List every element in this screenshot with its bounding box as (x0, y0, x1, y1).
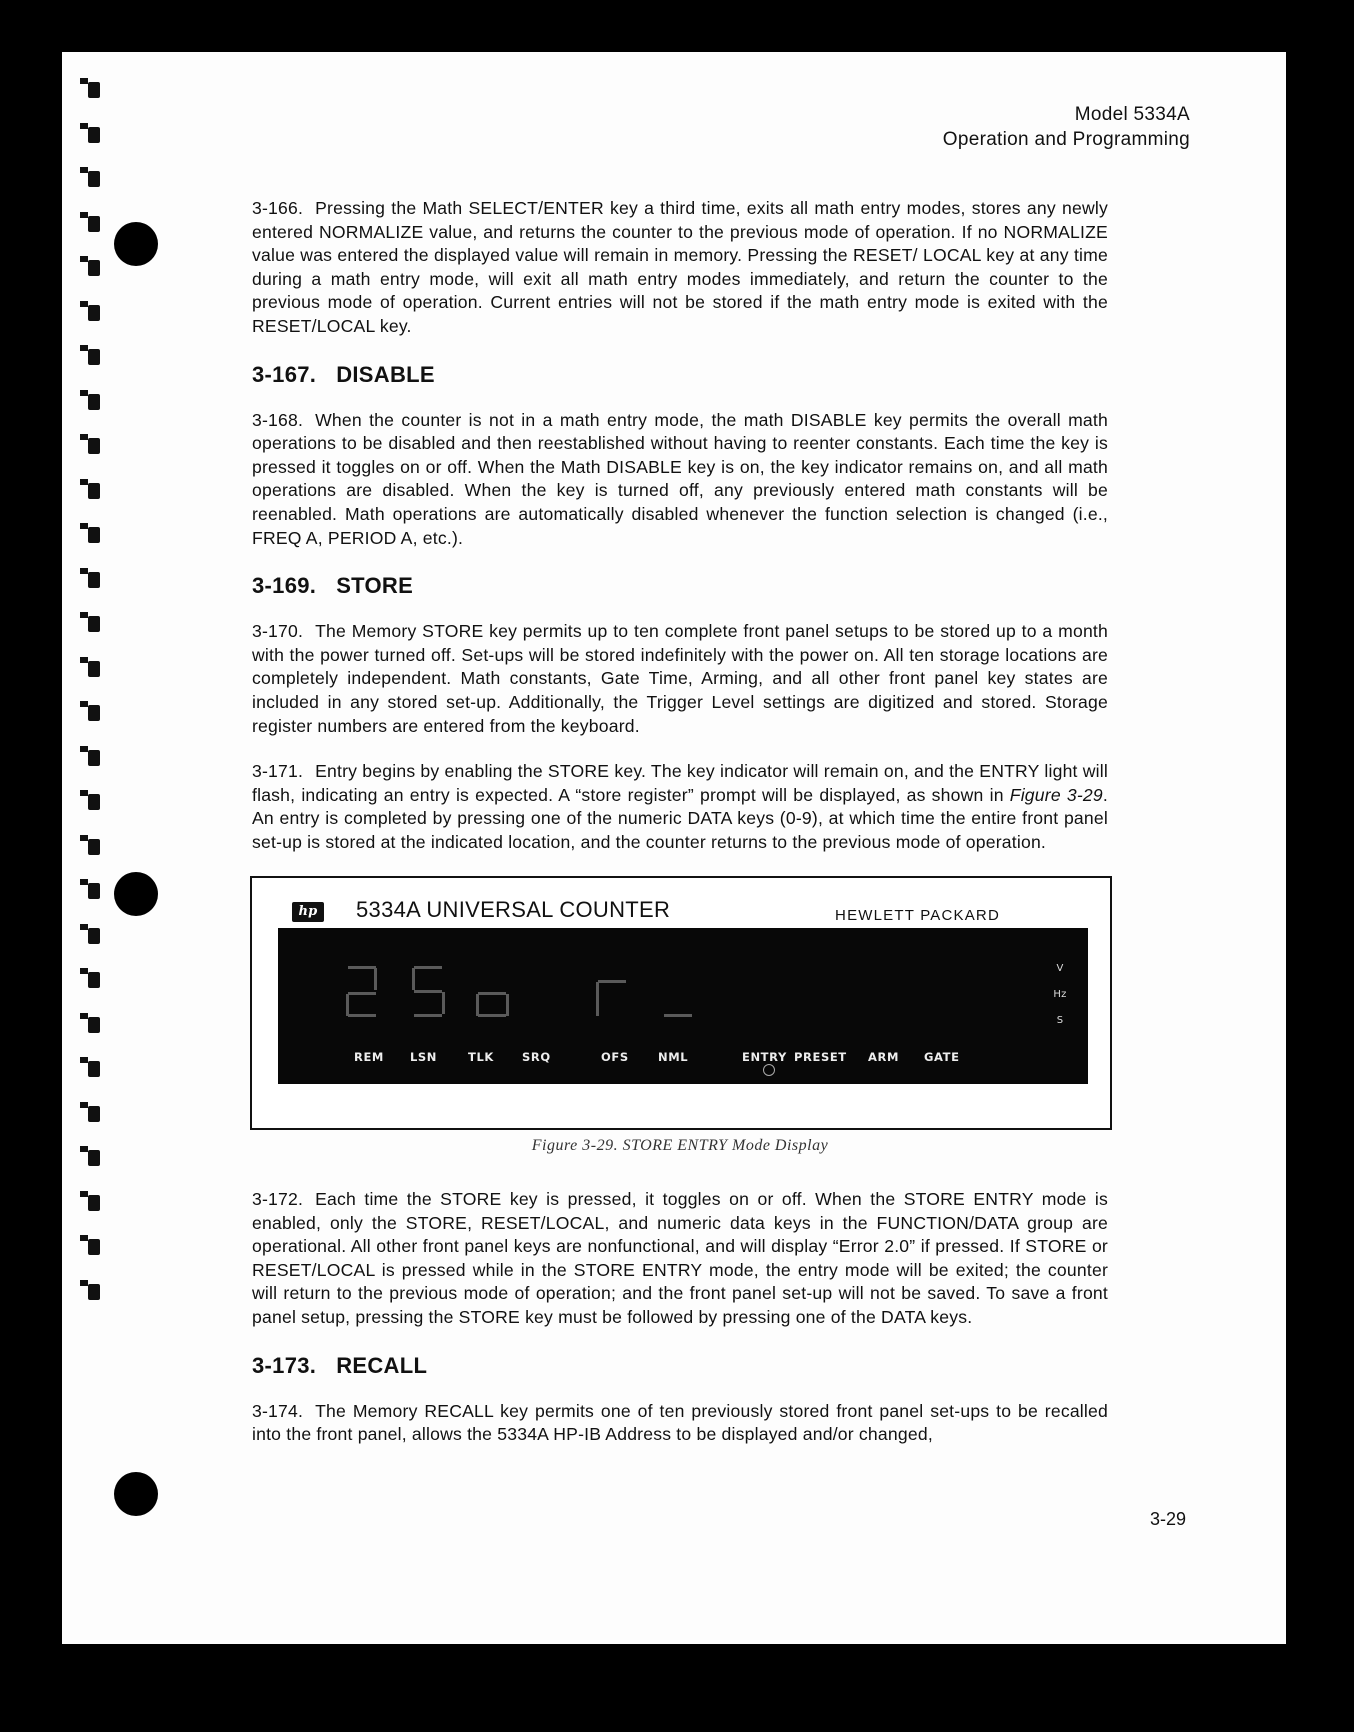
header-model: Model 5334A (1074, 104, 1190, 125)
paragraph-3-166 (252, 197, 1108, 339)
paragraph-text-continued: . An entry is completed by pressing one of the numeric DATA keys (0-9), at which time the entire front panel set-up is stored at the indicated location, and the counter returns to the previous mode of operation. (252, 784, 1108, 852)
display-segment (374, 968, 377, 990)
binding-hole (88, 438, 100, 454)
paragraph-number: 3-172. (252, 1189, 304, 1210)
counter-display-panel (278, 928, 1088, 1084)
binding-hole (88, 972, 100, 988)
display-segment (412, 968, 415, 990)
indicator-entry: ENTRY (742, 1050, 787, 1065)
hp-logo: hp (292, 902, 324, 922)
section-number: 3-167. (252, 361, 317, 387)
binding-hole (88, 1284, 100, 1300)
unit-seconds: S (1056, 1015, 1064, 1027)
section-heading-recall (252, 1352, 1108, 1380)
binding-hole (88, 928, 100, 944)
paragraph-3-171 (252, 760, 1108, 854)
document-page (62, 52, 1286, 1644)
display-segment (506, 994, 509, 1016)
paragraph-number: 3-174. (252, 1400, 304, 1421)
unit-hertz: Hz (1053, 989, 1067, 1001)
display-segment (442, 992, 445, 1014)
counter-model-label: 5334A UNIVERSAL COUNTER (356, 897, 671, 923)
indicator-preset: PRESET (794, 1050, 847, 1065)
indicator-nml: NML (658, 1050, 689, 1065)
paragraph-3-170 (252, 620, 1108, 738)
binding-hole (88, 750, 100, 766)
paragraph-text: Entry begins by enabling the STORE key. The key indicator will remain on, and the ENTRY light will flash, indicating an entry is expected. A “store register” prompt will be displayed, as shown in (252, 761, 1108, 805)
binding-hole (88, 883, 100, 899)
binding-hole (88, 705, 100, 721)
binding-hole (88, 661, 100, 677)
display-segment (598, 980, 626, 983)
binding-hole (88, 1239, 100, 1255)
binding-hole (88, 616, 100, 632)
spiral-binding (74, 82, 114, 1642)
punched-hole (114, 872, 158, 916)
page-number: 3-29 (1149, 1509, 1186, 1529)
section-number: 3-173. (252, 1352, 317, 1378)
indicator-gate: GATE (924, 1050, 960, 1065)
figure-caption: Figure 3-29. STORE ENTRY Mode Display (531, 1137, 829, 1155)
brand-label: HEWLETT PACKARD (835, 907, 1000, 925)
binding-hole (88, 171, 100, 187)
display-segment (476, 994, 479, 1016)
counter-nameplate (292, 898, 1000, 926)
indicator-arm: ARM (868, 1050, 899, 1065)
paragraph-text: Pressing the Math SELECT/ENTER key a third time, exits all math entry modes, stores any newly entered NORMALIZE value, and returns the counter to the previous mode of operation. If no NORMALIZE value was entered the displayed value will remain in memory. Pressing the RESET/ LOCAL key at any time during a math entry mode, will exit all math entry modes immediately, and return the counter to the previous mode of operation. Current entries will not be stored if the math entry mode is exited with the RESET/LOCAL key. (252, 198, 1108, 336)
indicator-lsn: LSN (410, 1050, 438, 1065)
binding-hole (88, 483, 100, 499)
binding-hole (88, 572, 100, 588)
paragraph-3-174 (252, 1400, 1108, 1447)
display-segment (664, 1014, 692, 1017)
paragraph-text: The Memory STORE key permits up to ten complete front panel setups to be stored up to a month with the power turned off. Set-ups will be stored indefinitely with the power on. All ten storage locations are completely independent. Math constants, Gate Time, Arming, and all other front panel key states are included in any stored set-up. Additionally, the Trigger Level settings are digitized and stored. Storage register numbers are entered from the keyboard. (252, 621, 1108, 736)
binding-hole (88, 1061, 100, 1077)
indicator-tlk: TLK (468, 1050, 494, 1065)
display-segment (348, 1014, 376, 1017)
section-heading-disable (252, 361, 1108, 389)
binding-hole (88, 394, 100, 410)
binding-hole (88, 527, 100, 543)
entry-light-icon (763, 1064, 775, 1076)
paragraph-number: 3-171. (252, 761, 304, 782)
binding-hole (88, 260, 100, 276)
header-section: Operation and Programming (942, 129, 1190, 150)
punched-hole (114, 1472, 158, 1516)
paragraph-number: 3-166. (252, 198, 304, 218)
page-header (943, 102, 1190, 152)
binding-hole (88, 349, 100, 365)
paragraph-number: 3-168. (252, 409, 304, 430)
indicator-srq: SRQ (522, 1050, 551, 1065)
display-segment (346, 994, 349, 1016)
paragraph-3-168 (252, 409, 1108, 551)
counter-display-figure (250, 876, 1112, 1130)
section-title: STORE (336, 573, 414, 599)
binding-hole (88, 1017, 100, 1033)
punched-hole (114, 222, 158, 266)
section-number: 3-169. (252, 573, 317, 599)
binding-hole (88, 1195, 100, 1211)
indicator-rem: REM (354, 1050, 384, 1065)
figure-reference: Figure 3-29 (1009, 784, 1103, 805)
binding-hole (88, 82, 100, 98)
unit-volts: V (1056, 963, 1064, 975)
binding-hole (88, 127, 100, 143)
paragraph-number: 3-170. (252, 621, 304, 642)
display-segment (414, 1014, 442, 1017)
display-segment (414, 990, 442, 993)
indicator-ofs: OFS (601, 1050, 629, 1065)
paragraph-text: Each time the STORE key is pressed, it toggles on or off. When the STORE ENTRY mode is enabled, only the STORE, RESET/LOCAL, and numeric data keys in the FUNCTION/DATA group are operational. All other front panel keys are nonfunctional, and will display “Error 2.0” if pressed. If STORE or RESET/LOCAL is pressed while in the STORE ENTRY mode, the entry mode will be exited; the counter will return to the previous mode of operation; and the front panel set-up will not be saved. To save a front panel setup, pressing the STORE key must be followed by pressing one of the DATA keys. (252, 1189, 1108, 1328)
paragraph-text: The Memory RECALL key permits one of ten previously stored front panel set-ups to be recalled into the front panel, allows the 5334A HP-IB Address to be displayed and/or changed, (252, 1400, 1108, 1445)
paragraph-3-172 (252, 1188, 1108, 1330)
section-title: DISABLE (336, 361, 435, 387)
binding-hole (88, 839, 100, 855)
page-content (252, 197, 1108, 1469)
indicator-row (354, 1046, 1054, 1064)
paragraph-text: When the counter is not in a math entry mode, the math DISABLE key permits the overall math operations to be disabled and then reestablished without having to reenter constants. Each time the key is pressed it toggles on or off. When the Math DISABLE key is on, the key indicator remains on, and all math operations are disabled. When the key is turned off, any previously entered math constants will be reenabled. Math operations are automatically disabled whenever the function selection is changed (i.e., FREQ A, PERIOD A, etc.). (252, 409, 1108, 548)
display-segment (478, 1014, 506, 1017)
display-segment (596, 982, 599, 1016)
display-segment (348, 966, 376, 969)
display-segment (414, 966, 442, 969)
unit-annunciators (1050, 956, 1070, 1034)
binding-hole (88, 216, 100, 232)
binding-hole (88, 305, 100, 321)
binding-hole (88, 1150, 100, 1166)
section-heading-store (252, 572, 1108, 600)
display-segment (478, 992, 506, 995)
binding-hole (88, 794, 100, 810)
display-segment (348, 992, 376, 995)
binding-hole (88, 1106, 100, 1122)
section-title: RECALL (336, 1352, 428, 1378)
